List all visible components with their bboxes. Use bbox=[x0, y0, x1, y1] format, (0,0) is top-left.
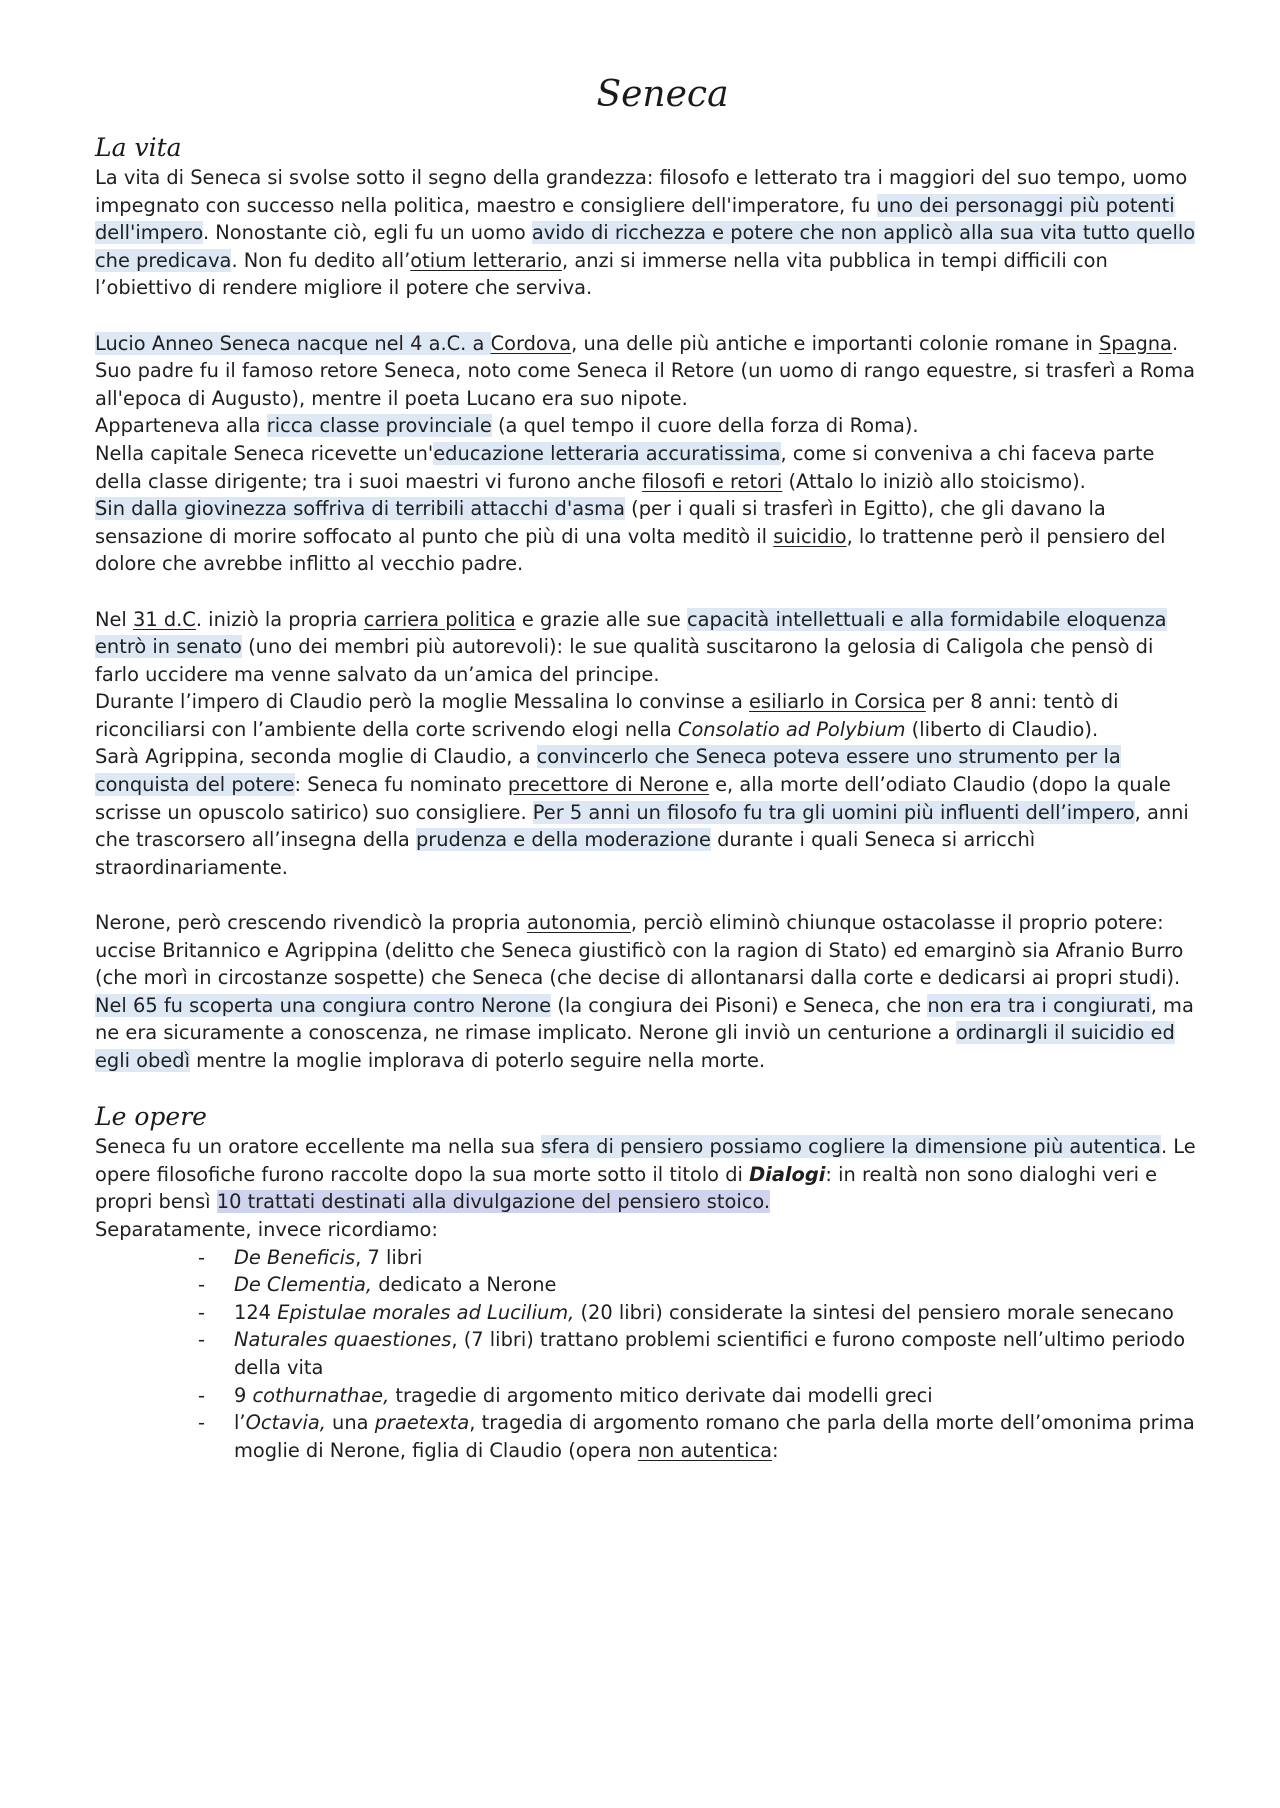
underline: precettore di Nerone bbox=[507, 773, 709, 797]
underline: esiliarlo in Corsica bbox=[749, 690, 926, 714]
highlight: Per 5 anni un filosofo fu tra gli uomini più influenti dell’impero bbox=[532, 800, 1135, 824]
highlight: capacità intellettuali e alla formidabile eloquenza entrò in senato bbox=[95, 607, 1167, 659]
underline: carriera politica bbox=[363, 607, 516, 631]
highlight: 10 trattati destinati alla divulgazione del pensiero stoico. bbox=[216, 1190, 771, 1214]
works-list bbox=[95, 1244, 1200, 1465]
underline: Spagna bbox=[1098, 331, 1172, 355]
underline: filosofi e retori bbox=[642, 469, 783, 493]
italic-title: Consolatio ad Polybium bbox=[677, 717, 906, 741]
page-title: Seneca bbox=[596, 74, 729, 115]
highlight: educazione letteraria accuratissima bbox=[433, 441, 781, 465]
highlight: avido di ricchezza e potere che non applicò alla sua vita tutto quello che predicava bbox=[95, 221, 1196, 272]
list-item: - Naturales quaestiones, (7 libri) trattano problemi scientifici e furono composte nell’ultimo periodo della vita bbox=[198, 1326, 1200, 1381]
underline: Cordova bbox=[490, 331, 572, 355]
list-item: - l’Octavia, una praetexta, tragedia di argomento romano che parla della morte dell’omonima prima moglie di Nerone, figlia di Claudio (opera non autentica: bbox=[198, 1409, 1200, 1464]
paragraph-vita-intro: La vita di Seneca si svolse sotto il segno della grandezza: filosofo e letterato tra i maggiori del suo tempo, uomo impegnato con successo nella politica, maestro e consigliere dell'imperatore, fu uno dei personaggi più potenti dell'impero. Nonostante ciò, egli fu un uomo avido di ricchezza e potere che non applicò alla sua vita tutto quello che predicava. Non fu dedito all’otium letterario, anzi si immerse nella vita pubblica in tempi difficili con l’obiettivo di rendere migliore il potere che serviva. bbox=[95, 166, 1196, 300]
paragraph-opere-intro: Seneca fu un oratore eccellente ma nella sua sfera di pensiero possiamo cogliere la dimensione più autentica. Le opere filosofiche furono raccolte dopo la sua morte sotto il titolo di Dialogi: in realtà non sono dialoghi veri e propri bensì 10 trattati destinati alla divulgazione del pensiero stoico. Separatamente, invece ricordiamo: bbox=[95, 1135, 1196, 1241]
list-item: - De Clementia, dedicato a Nerone bbox=[198, 1271, 1200, 1299]
underline: suicidio bbox=[773, 524, 847, 548]
highlight: Sin dalla giovinezza soffriva di terribili attacchi d'asma bbox=[95, 497, 625, 521]
list-item: - De Beneficis, 7 libri bbox=[198, 1244, 1200, 1272]
bold-italic-title: Dialogi bbox=[749, 1162, 826, 1186]
underline: otium letterario bbox=[410, 248, 562, 272]
paragraph-vita-career: Nel 31 d.C. iniziò la propria carriera politica e grazie alle sue capacità intellettuali e alla formidabile eloquenza entrò in senato (uno dei membri più autorevoli): le sue qualità suscitarono la gelosia di Caligola che pensò di farlo uccidere ma venne salvato da un’amica del principe. Durante l’impero di Claudio però la moglie Messalina lo convinse a esiliarlo in Corsica per 8 anni: tentò di riconciliarsi con l’ambiente della corte scrivendo elogi nella Consolatio ad Polybium (liberto di Claudio). Sarà Agrippina, seconda moglie di Claudio, a convincerlo che Seneca poteva essere uno strumento per la conquista del potere: Seneca fu nominato precettore di Nerone e, alla morte dell’odiato Claudio (dopo la quale scrisse un opuscolo satirico) suo consigliere. Per 5 anni un filosofo fu tra gli uomini più influenti dell’impero, anni che trascorsero all’insegna della prudenza e della moderazione durante i quali Seneca si arricchì straordinariamente. bbox=[95, 607, 1189, 879]
underline: non autentica bbox=[637, 1438, 773, 1462]
highlight: sfera di pensiero possiamo cogliere la dimensione più autentica bbox=[541, 1135, 1161, 1159]
list-item: - 9 cothurnathae, tragedie di argomento mitico derivate dai modelli greci bbox=[198, 1382, 1200, 1410]
highlight: non era tra i congiurati bbox=[927, 993, 1151, 1017]
list-item: - 124 Epistulae morales ad Lucilium, (20 libri) considerate la sintesi del pensiero morale senecano bbox=[198, 1299, 1200, 1327]
underline: 31 d.C bbox=[133, 607, 196, 631]
highlight: convincerlo che Seneca poteva essere uno strumento per la conquista del potere bbox=[95, 745, 1121, 797]
highlight: ordinargli il suicidio ed egli obedì bbox=[95, 1021, 1175, 1072]
paragraph-vita-birth: Lucio Anneo Seneca nacque nel 4 a.C. a Cordova, una delle più antiche e importanti colonie romane in Spagna. Suo padre fu il famoso retore Seneca, noto come Seneca il Retore (un uomo di rango equestre, si trasferì a Roma all'epoca di Augusto), mentre il poeta Lucano era suo nipote. Apparteneva alla ricca classe provinciale (a quel tempo il cuore della forza di Roma). Nella capitale Seneca ricevette un'educazione letteraria accuratissima, come si conveniva a chi faceva parte della classe dirigente; tra i suoi maestri vi furono anche filosofi e retori (Attalo lo iniziò allo stoicismo). Sin dalla giovinezza soffriva di terribili attacchi d'asma (per i quali si trasferì in Egitto), che gli davano la sensazione di morire soffocato al punto che più di una volta meditò il suicidio, lo trattenne però il pensiero del dolore che avrebbe inflitto al vecchio padre. bbox=[95, 331, 1195, 576]
paragraph-vita-death: Nerone, però crescendo rivendicò la propria autonomia, perciò eliminò chiunque ostacolasse il proprio potere: uccise Britannico e Agrippina (delitto che Seneca giustificò con la ragion di Stato) ed emarginò sia Afranio Burro (che morì in circostanze sospette) che Seneca (che decise di allontanarsi dalla corte e dedicarsi ai propri studi). Nel 65 fu scoperta una congiura contro Nerone (la congiura dei Pisoni) e Seneca, che non era tra i congiurati, ma ne era sicuramente a conoscenza, ne rimase implicato. Nerone gli inviò un centurione a ordinargli il suicidio ed egli obedì mentre la moglie implorava di poterlo seguire nella morte. bbox=[95, 911, 1194, 1072]
highlight: ricca classe provinciale bbox=[266, 414, 492, 438]
underline: autonomia bbox=[526, 911, 631, 935]
section-title-vita: La vita bbox=[95, 133, 182, 162]
highlight: Lucio Anneo Seneca nacque nel 4 a.C. a bbox=[95, 331, 491, 355]
highlight: uno dei personaggi più potenti dell'impero bbox=[95, 193, 1175, 245]
highlight: prudenza e della moderazione bbox=[415, 828, 711, 852]
section-title-opere: Le opere bbox=[95, 1102, 207, 1132]
highlight: Nel 65 fu scoperta una congiura contro Nerone bbox=[95, 993, 552, 1017]
